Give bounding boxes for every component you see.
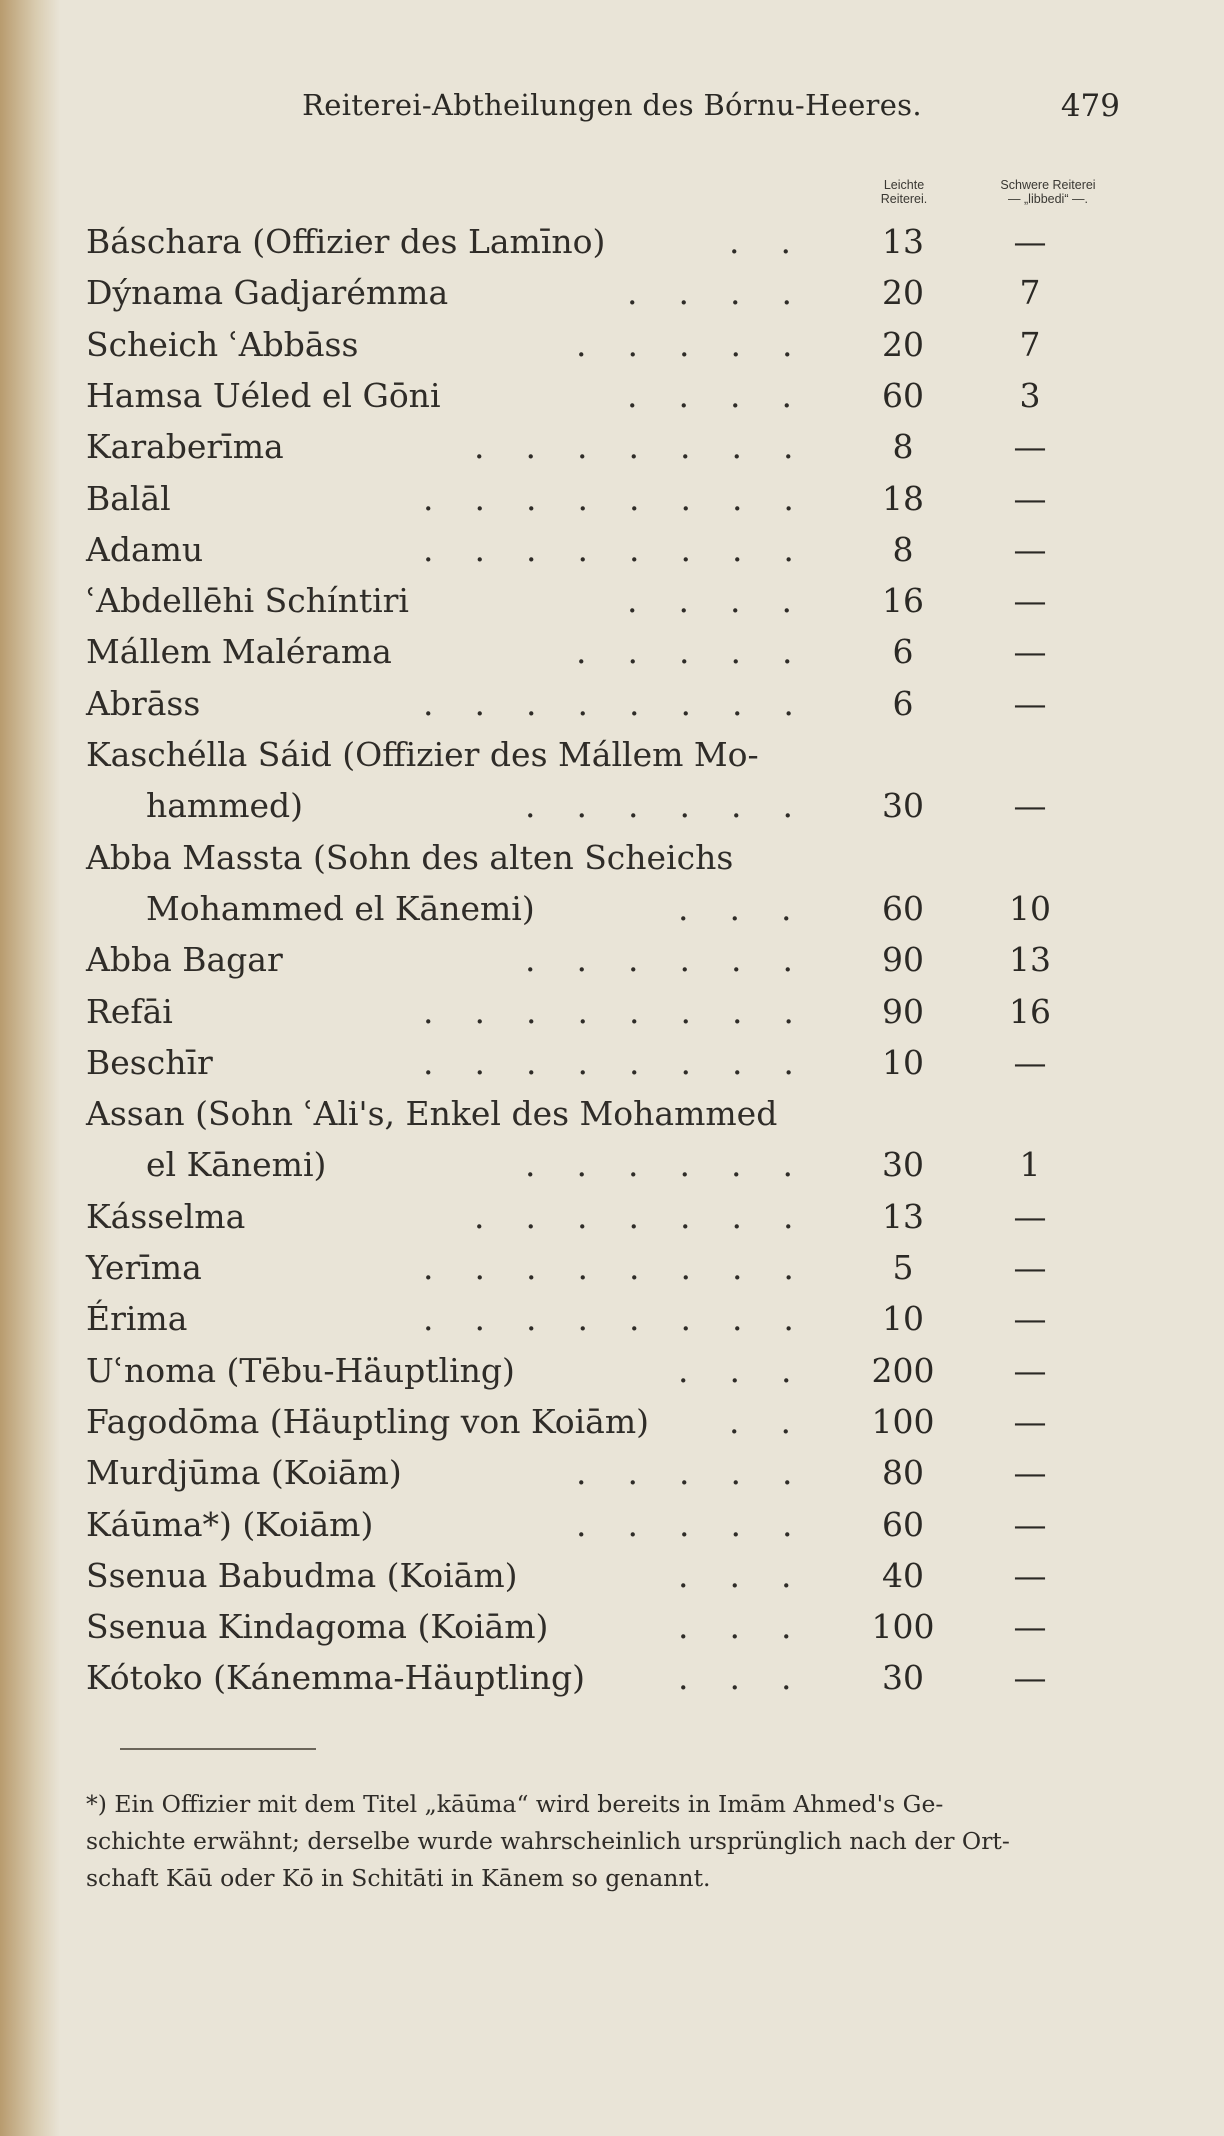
heavy-cavalry-value: — <box>1013 1196 1047 1236</box>
leader-dots: ... <box>678 1555 833 1595</box>
leader-dots: ........ <box>423 1042 835 1082</box>
leader-dots: .. <box>729 1401 832 1441</box>
leader-dots: ..... <box>576 324 834 364</box>
entry-name: Murdjūma (Koiām) <box>86 1453 402 1493</box>
leader-dots: .. <box>729 222 832 261</box>
heavy-cavalry-value: — <box>1013 1350 1047 1390</box>
leader-dots: ..... <box>576 1504 834 1544</box>
leader-dots: ........ <box>423 529 835 569</box>
entry-name: Abba Massta (Sohn des alten Scheichs <box>86 837 734 877</box>
light-cavalry-value: 20 <box>882 324 924 364</box>
light-cavalry-value: 6 <box>892 632 914 672</box>
header-title: Reiterei-Abtheilungen des Bórnu-Heeres. <box>302 88 922 122</box>
table-row <box>0 780 1224 832</box>
heavy-cavalry-value: 10 <box>1009 888 1051 928</box>
table-row <box>0 370 1224 422</box>
light-cavalry-value: 60 <box>882 1504 924 1544</box>
heavy-cavalry-value: — <box>1013 1299 1047 1339</box>
table-row <box>0 421 1224 473</box>
entry-name: Kásselma <box>86 1196 246 1236</box>
light-cavalry-value: 60 <box>882 375 924 415</box>
leader-dots: ... <box>678 888 833 928</box>
heavy-cavalry-value: — <box>1013 427 1047 467</box>
entry-name-continued: el Kānemi) <box>146 1145 327 1185</box>
light-cavalry-value: 40 <box>882 1555 924 1595</box>
footnote-line: *) Ein Offizier mit dem Titel „kāūma“ wird bereits in Imām Ahmed's Ge- <box>86 1790 944 1818</box>
entry-name: Abrāss <box>86 683 201 723</box>
light-cavalry-value: 8 <box>892 427 914 467</box>
heavy-cavalry-value: — <box>1013 1607 1047 1647</box>
heavy-cavalry-value: 7 <box>1019 324 1041 364</box>
light-cavalry-value: 90 <box>882 940 924 980</box>
entry-name-continued: Mohammed el Kānemi) <box>146 888 535 928</box>
leader-dots: ........ <box>423 478 835 518</box>
table-row <box>0 1088 1224 1140</box>
table-row <box>0 473 1224 525</box>
entry-name: Karaberīma <box>86 427 284 467</box>
leader-dots: .... <box>627 581 833 621</box>
heavy-cavalry-value: — <box>1013 786 1047 826</box>
leader-dots: ........ <box>423 683 835 723</box>
column-heading-light-cavalry: Leichte Reiterei. <box>880 178 928 206</box>
light-cavalry-value: 60 <box>882 888 924 928</box>
table-row <box>0 1396 1224 1448</box>
heavy-cavalry-value: 7 <box>1019 273 1041 313</box>
leader-dots: ..... <box>576 632 834 672</box>
table-row <box>0 319 1224 371</box>
table-row <box>0 626 1224 678</box>
leader-dots: .... <box>627 273 833 313</box>
entry-name-continued: hammed) <box>146 786 304 826</box>
heavy-cavalry-value: — <box>1013 478 1047 518</box>
light-cavalry-value: 16 <box>882 581 924 621</box>
table-row <box>0 986 1224 1038</box>
leader-dots: ........ <box>423 1299 835 1339</box>
entry-name: Kótoko (Kánemma-Häuptling) <box>86 1658 585 1698</box>
table-row <box>0 1447 1224 1499</box>
table-row <box>0 1037 1224 1089</box>
heavy-cavalry-value: — <box>1013 683 1047 723</box>
table-row <box>0 1345 1224 1397</box>
leader-dots: ... <box>678 1658 833 1698</box>
table-row <box>0 1652 1224 1704</box>
table-row <box>0 1601 1224 1653</box>
leader-dots: ........ <box>423 1248 835 1287</box>
entry-name: Abba Bagar <box>86 940 283 980</box>
table-row <box>0 934 1224 986</box>
table-row <box>0 216 1224 268</box>
leader-dots: ....... <box>474 1196 835 1236</box>
table-row <box>0 267 1224 319</box>
heavy-cavalry-value: — <box>1013 1042 1047 1082</box>
running-header <box>0 88 1224 132</box>
leader-dots: ....... <box>474 427 835 467</box>
heavy-cavalry-value: 1 <box>1019 1145 1041 1185</box>
heavy-cavalry-value: — <box>1013 1504 1047 1544</box>
column-heading-heavy-cavalry: Schwere Reiterei — „libbedi“ —. <box>1000 178 1096 206</box>
table-row <box>0 1242 1224 1294</box>
light-cavalry-value: 30 <box>882 1658 924 1698</box>
table-row <box>0 1499 1224 1551</box>
leader-dots: ...... <box>525 786 834 826</box>
table-row <box>0 832 1224 884</box>
leader-dots: ..... <box>576 1453 834 1493</box>
table-row <box>0 575 1224 627</box>
leader-dots: ...... <box>525 1145 834 1185</box>
light-cavalry-value: 5 <box>892 1248 914 1287</box>
light-cavalry-value: 10 <box>882 1299 924 1339</box>
light-cavalry-value: 30 <box>882 786 924 826</box>
heavy-cavalry-value: — <box>1013 1401 1047 1441</box>
table-row <box>0 883 1224 935</box>
entry-name: Balāl <box>86 478 171 518</box>
table-row <box>0 1139 1224 1191</box>
light-cavalry-value: 20 <box>882 273 924 313</box>
heavy-cavalry-value: — <box>1013 1658 1047 1698</box>
table-row <box>0 1293 1224 1345</box>
light-cavalry-value: 13 <box>882 222 924 261</box>
entry-name: Hamsa Uéled el Gōni <box>86 375 441 415</box>
light-cavalry-value: 8 <box>892 529 914 569</box>
light-cavalry-value: 10 <box>882 1042 924 1082</box>
heavy-cavalry-value: — <box>1013 1453 1047 1493</box>
entry-name: Adamu <box>86 529 204 569</box>
heavy-cavalry-value: — <box>1013 632 1047 672</box>
footnote-rule <box>120 1748 316 1750</box>
page-number: 479 <box>1060 88 1120 124</box>
entry-name: Ssenua Babudma (Koiām) <box>86 1555 518 1595</box>
leader-dots: .... <box>627 375 833 415</box>
entry-name: Káūma*) (Koiām) <box>86 1504 374 1544</box>
entry-name: Uʿnoma (Tēbu-Häuptling) <box>86 1350 515 1390</box>
heavy-cavalry-value: — <box>1013 529 1047 569</box>
entry-name: Báschara (Offizier des Lamīno) <box>86 222 606 261</box>
table-row <box>0 678 1224 730</box>
light-cavalry-value: 30 <box>882 1145 924 1185</box>
footnote <box>86 1786 1116 1897</box>
entry-name: ʿAbdellēhi Schíntiri <box>86 581 409 621</box>
footnote-line: schichte erwähnt; derselbe wurde wahrscheinlich ursprünglich nach der Ort- <box>86 1827 1010 1855</box>
heavy-cavalry-value: — <box>1013 222 1047 261</box>
entry-name: Assan (Sohn ʿAli's, Enkel des Mohammed <box>86 1094 778 1134</box>
entry-name: Beschīr <box>86 1042 213 1082</box>
light-cavalry-value: 18 <box>882 478 924 518</box>
leader-dots: ........ <box>423 991 835 1031</box>
table-row <box>0 1550 1224 1602</box>
heavy-cavalry-value: — <box>1013 1555 1047 1595</box>
leader-dots: ... <box>678 1607 833 1647</box>
light-cavalry-value: 6 <box>892 683 914 723</box>
light-cavalry-value: 90 <box>882 991 924 1031</box>
table-row <box>0 1191 1224 1243</box>
entry-name: Érima <box>86 1299 188 1339</box>
entry-name: Dýnama Gadjarémma <box>86 273 449 313</box>
entry-name: Yerīma <box>86 1248 202 1287</box>
entry-name: Ssenua Kindagoma (Koiām) <box>86 1607 549 1647</box>
table-row <box>0 729 1224 781</box>
heavy-cavalry-value: — <box>1013 1248 1047 1287</box>
light-cavalry-value: 80 <box>882 1453 924 1493</box>
light-cavalry-value: 200 <box>871 1350 935 1390</box>
entry-name: Scheich ʿAbbāss <box>86 324 359 364</box>
heavy-cavalry-value: 13 <box>1009 940 1051 980</box>
leader-dots: ...... <box>525 940 834 980</box>
entry-name: Mállem Malérama <box>86 632 392 672</box>
table-row <box>0 524 1224 576</box>
heavy-cavalry-value: — <box>1013 581 1047 621</box>
entry-name: Kaschélla Sáid (Offizier des Mállem Mo- <box>86 735 759 774</box>
entry-name: Fagodōma (Häuptling von Koiām) <box>86 1401 649 1441</box>
entry-name: Refāi <box>86 991 173 1031</box>
footnote-line: schaft Kāū oder Kō in Schitāti in Kānem so genannt. <box>86 1864 711 1892</box>
light-cavalry-value: 13 <box>882 1196 924 1236</box>
light-cavalry-value: 100 <box>871 1401 935 1441</box>
leader-dots: ... <box>678 1350 833 1390</box>
heavy-cavalry-value: 3 <box>1019 375 1041 415</box>
light-cavalry-value: 100 <box>871 1607 935 1647</box>
heavy-cavalry-value: 16 <box>1009 991 1051 1031</box>
